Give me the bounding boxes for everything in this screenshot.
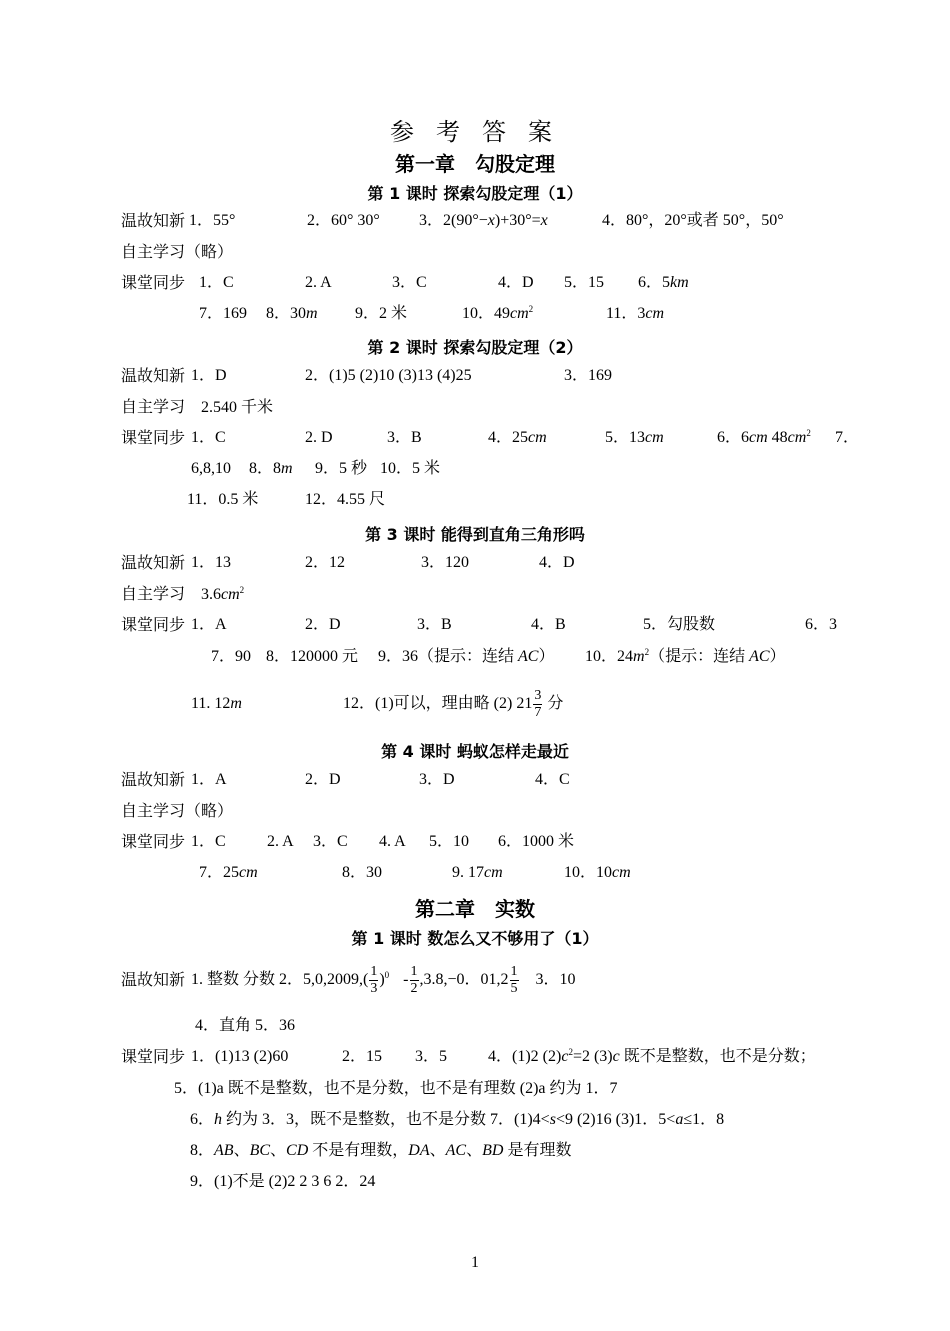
lesson-1-3-class-row2: 7．90 8．120000 元 9．36（提示：连结 AC） 10．$24m^2$（提示：连结 AC） [211,647,786,665]
fraction: $\frac{1}{2}$ [410,963,418,996]
lesson-1-3-title: 第 3 课时 能得到直角三角形吗 [365,525,585,544]
lesson-1-4-title: 第 4 课时 蚂蚁怎样走最近 [381,742,569,761]
lesson-2-1-row5: 5．(1)a 既不是整数，也不是分数，也不是有理数 (2)a 约为 1．7 [174,1080,618,1097]
lesson-1-2-title: 第 2 课时 探索勾股定理（2） [367,338,583,357]
lesson-1-2-class-row3: 11．0.5 米 12．4.55 尺 [187,491,386,508]
lesson-2-1-row9: 9．(1)不是 (2)2 2 3 6 2．24 [190,1173,376,1190]
lesson-1-4-self: 自主学习（略） [121,801,234,820]
lesson-1-3-self: 自主学习 $3.6cm^2$ [121,584,245,603]
chapter-2-title: 第二章 实数 [415,897,535,921]
lesson-1-4-class-row2: 7．25cm 8．30 9. 17cm 10．10cm [199,864,631,881]
chapter-1-title: 第一章 勾股定理 [395,152,555,176]
lesson-2-1-class-row1: 课堂同步 1．(1)13 (2)60 2．15 3．5 4．(1)2 $(2)c^2=2$ (3)c 既不是整数，也不是分数； [121,1047,816,1066]
fraction: $\frac{3}{7}$ [534,687,542,720]
lesson-1-2-class-row2: 6,8,10 8．8m 9．5 秒 10．5 米 [191,460,441,477]
lesson-1-2-self: 自主学习 2.540 千米 [121,397,274,416]
lesson-2-1-row8: 8．AB、BC、CD 不是有理数，DA、AC、BD 是有理数 [190,1142,572,1159]
fraction: $\frac{1}{5}$ [510,963,518,996]
lesson-1-2-review: 温故知新 1．D 2．(1)5 (2)10 (3)13 (4)25 3．169 [121,366,613,385]
review-label: 温故知新 [121,211,186,230]
lesson-1-1-title: 第 1 课时 探索勾股定理（1） [367,184,583,203]
lesson-2-1-review: 温故知新 1. 整数 分数 2．5,0,2009,( $\frac{1}{3}$ )$^0$ - $\frac{1}{2}$ ,3.8,−0．01,2 $\frac{1}{5}$ 3．10 [121,963,576,996]
lesson-1-1-class-row2: 7．169 8．30m 9．2 米 10．$49cm^2$ 11．3cm [199,304,665,322]
lesson-1-1-review: 温故知新 1．55° 2．60° 30° 3．2(90°−x)+30°=x 4．80°，20°或者 50°，50° [121,211,784,230]
page-number: 1 [471,1254,479,1271]
lesson-2-1-title: 第 1 课时 数怎么又不够用了（1） [351,929,599,948]
lesson-1-4-review: 温故知新 1．A 2．D 3．D 4．C [121,770,570,789]
lesson-2-1-row6: 6．h 约为 3．3，既不是整数，也不是分数 7．(1)4<s<9 (2)16 (3)1．5<a≤1．8 [190,1111,725,1128]
lesson-1-3-review: 温故知新 1．13 2．12 3．120 4．D [121,553,575,572]
self-study-label: 自主学习 [121,242,186,261]
lesson-1-4-class-row1: 课堂同步 1．C 2. A 3．C 4. A 5．10 6．1000 米 [121,832,575,851]
lesson-1-2-class-row1: 课堂同步 1．C 2. D 3．B 4．25cm 5．13cm 6．6cm $48cm^2$ 7． [121,428,860,447]
lesson-2-1-review-row2: 4．直角 5．36 [195,1017,296,1034]
lesson-1-1-class-row1: 课堂同步 1．C 2. A 3．C 4．D 5．15 6．5km [121,273,689,292]
lesson-1-1-self: 自主学习（略） [121,242,234,261]
lesson-1-3-class-row3: 11. 12m 12．(1)可以，理由略 (2) 21 $\frac{3}{7}$ 分 [191,687,564,720]
class-label: 课堂同步 [121,273,186,292]
page-title: 参 考 答 案 [390,120,560,146]
lesson-1-3-class-row1: 课堂同步 1．A 2．D 3．B 4．B 5．勾股数 6．3 [121,615,838,634]
fraction: $\frac{1}{3}$ [370,963,378,996]
